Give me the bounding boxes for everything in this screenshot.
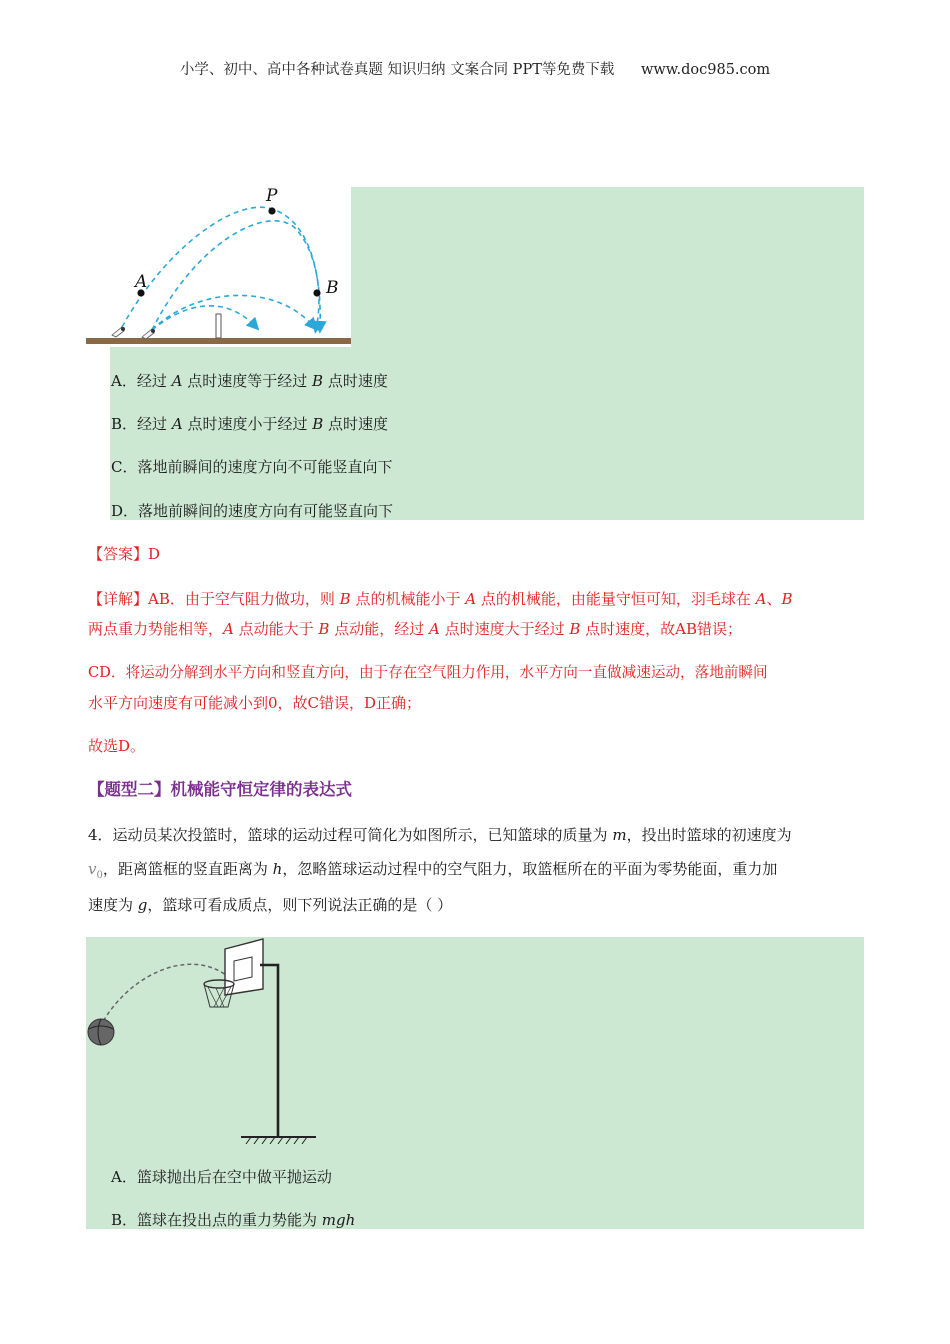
q4-option-b[interactable]	[111, 1210, 355, 1230]
q4-var-m: m	[612, 826, 627, 844]
point-p	[268, 207, 275, 214]
q4-var-v-subscript: 0	[96, 870, 103, 881]
ground-hatching	[246, 1137, 307, 1144]
detail-2-text-5: 点时速度，故AB错误；	[580, 620, 743, 638]
detail-line-5: 故选D。	[88, 737, 146, 755]
label-b: B	[326, 278, 339, 298]
q3-option-b-text-2: 点时速度小于经过	[187, 415, 308, 433]
detail-1-text-1: 【详解】AB．由于空气阻力做功，则	[88, 590, 340, 608]
q3-option-b-text-1: B．经过	[111, 415, 168, 433]
detail-line-1	[88, 589, 793, 609]
badminton-trajectory-diagram	[86, 187, 351, 347]
q4-option-b-expression: mgh	[321, 1211, 356, 1229]
header-url[interactable]: www.doc985.com	[640, 62, 771, 78]
shuttlecock-left	[112, 327, 125, 337]
shuttlecock-right	[142, 329, 155, 339]
detail-2-text-3: 点动能，经过	[329, 620, 429, 638]
q3-option-b-var-a: A	[171, 415, 183, 433]
q3-option-a-var-a: A	[171, 372, 183, 390]
detail-line-4: 水平方向速度有可能减小到0，故C错误，D正确；	[88, 694, 422, 712]
label-p: P	[266, 187, 278, 206]
detail-1-text-2: 点的机械能小于	[350, 590, 466, 608]
detail-line-3: CD．将运动分解到水平方向和竖直方向，由于存在空气阻力作用，水平方向一直做减速运动，落地前瞬间	[88, 664, 768, 681]
q4-var-g: g	[137, 896, 148, 914]
net-post	[216, 314, 221, 338]
detail-2-text-2: 点动能大于	[233, 620, 319, 638]
basketball-hoop-diagram	[86, 937, 316, 1144]
q4-stem-line-3	[88, 895, 452, 915]
q3-option-a-text-3: 点时速度	[327, 372, 388, 390]
q4-var-h: h	[272, 860, 283, 878]
q4-stem-line-1	[88, 825, 792, 845]
q3-option-a-text-2: 点时速度等于经过	[187, 372, 308, 390]
hoop-pole	[260, 965, 278, 1137]
q3-option-a-var-b: B	[312, 372, 324, 390]
detail-2-var-3: A	[428, 620, 440, 638]
q4-line2-text-1: ，距离篮框的竖直距离为	[102, 860, 273, 878]
basketball-figure	[86, 937, 316, 1144]
detail-2-var-2: B	[318, 620, 330, 638]
section-title: 【题型二】机械能守恒定律的表达式	[88, 780, 352, 799]
detail-1-text-3: 点的机械能，由能量守恒可知，羽毛球在	[476, 590, 756, 608]
detail-1-var-2: A	[465, 590, 477, 608]
label-a: A	[135, 272, 148, 292]
answer: 【答案】D	[88, 545, 161, 563]
q3-option-b-var-b: B	[312, 415, 324, 433]
ground	[86, 338, 351, 344]
q3-option-a[interactable]	[111, 371, 388, 391]
q4-line3-text-1: 速度为	[88, 896, 138, 914]
low-trajectory	[152, 295, 314, 330]
q4-line2-text-2: ，忽略篮球运动过程中的空气阻力，取篮框所在的平面为零势能面，重力加	[282, 860, 778, 878]
high-trajectory	[122, 207, 320, 329]
detail-2-var-4: B	[569, 620, 581, 638]
detail-1-text-4: 、	[766, 590, 782, 608]
detail-2-text-1: 两点重力势能相等，	[88, 620, 224, 638]
q3-option-c[interactable]: C．落地前瞬间的速度方向不可能竖直向下	[111, 458, 393, 476]
q4-stem-line-2	[88, 859, 777, 886]
q4-line1-text-2: ，投出时篮球的初速度为	[626, 826, 792, 844]
page-header	[0, 58, 950, 79]
badminton-figure	[86, 187, 351, 347]
detail-1-var-1: B	[339, 590, 351, 608]
q3-option-a-text-1: A．经过	[111, 372, 167, 390]
q4-var-v: v	[88, 860, 97, 878]
detail-2-text-4: 点时速度大于经过	[439, 620, 570, 638]
detail-line-2	[88, 619, 742, 639]
point-b	[313, 289, 320, 296]
q4-line3-text-2: ，篮球可看成质点，则下列说法正确的是（ ）	[147, 896, 453, 914]
q4-option-a[interactable]: A．篮球抛出后在空中做平抛运动	[111, 1168, 332, 1186]
detail-1-var-3: A	[755, 590, 767, 608]
q4-option-b-text: B．篮球在投出点的重力势能为	[111, 1211, 322, 1229]
basketball	[88, 1019, 114, 1045]
q3-option-b[interactable]	[111, 414, 388, 434]
detail-2-var-1: A	[223, 620, 234, 638]
detail-1-var-4: B	[781, 590, 793, 608]
q3-option-b-text-3: 点时速度	[328, 415, 389, 433]
q3-option-d[interactable]: D．落地前瞬间的速度方向有可能竖直向下	[111, 502, 394, 520]
header-text: 小学、初中、高中各种试卷真题 知识归纳 文案合同 PPT等免费下载	[179, 62, 615, 78]
q4-line1-text-1: 4．运动员某次投篮时，篮球的运动过程可简化为如图所示，已知篮球的质量为	[88, 826, 613, 844]
